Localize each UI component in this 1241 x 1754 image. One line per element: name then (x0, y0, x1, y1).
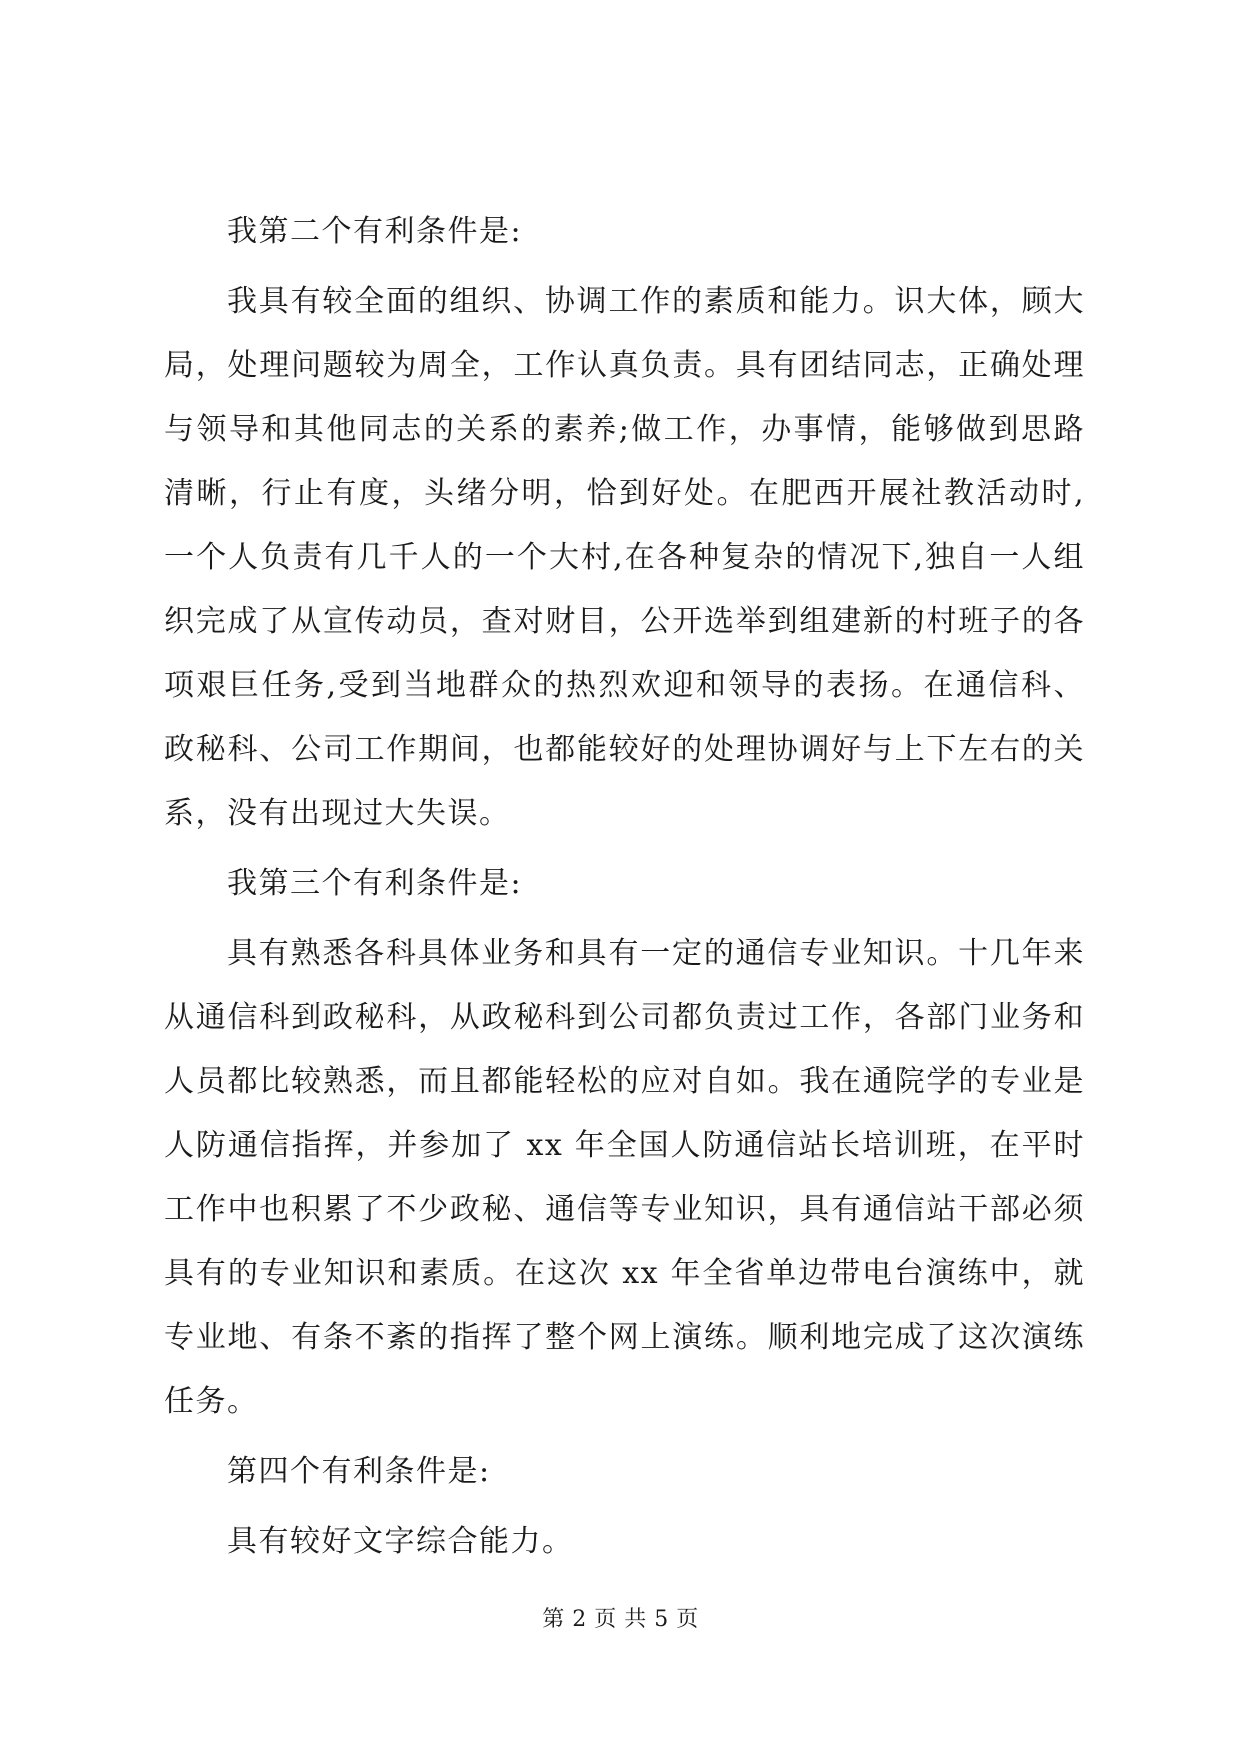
paragraph-organization-ability: 我具有较全面的组织、协调工作的素质和能力。识大体，顾大局，处理问题较为周全，工作认真负责。具有团结同志，正确处理与领导和其他同志的关系的素养;做工作，办事情，能够做到思路清晰，行止有度，头绪分明，恰到好处。在肥西开展社教活动时,一个人负责有几千人的一个大村,在各种复杂的情况下,独自一人组织完成了从宣传动员，查对财目，公开选举到组建新的村班子的各项艰巨任务,受到当地群众的热烈欢迎和领导的表扬。在通信科、政秘科、公司工作期间，也都能较好的处理协调好与上下左右的关系，没有出现过大失误。 (164, 284, 1085, 831)
paragraph-professional-knowledge: 具有熟悉各科具体业务和具有一定的通信专业知识。十几年来从通信科到政秘科，从政秘科到公司都负责过工作，各部门业务和人员都比较熟悉，而且都能轻松的应对自如。我在通院学的专业是人防通信指挥，并参加了 xx 年全国人防通信站长培训班，在平时工作中也积累了不少政秘、通信等专业知识，具有通信站干部必须具有的专业知识和素质。在这次 xx 年全省单边带电台演练中，就专业地、有条不紊的指挥了整个网上演练。顺利地完成了这次演练任务。 (164, 936, 1085, 1419)
page-number-footer: 第 2 页 共 5 页 (542, 1607, 699, 1632)
paragraph-heading-second-condition: 我第二个有利条件是: (227, 214, 523, 249)
document-body (164, 200, 1085, 1580)
paragraph-heading-fourth-condition: 第四个有利条件是: (227, 1454, 491, 1489)
paragraph-heading-third-condition: 我第三个有利条件是: (227, 866, 523, 901)
paragraph-writing-ability: 具有较好文字综合能力。 (227, 1524, 574, 1559)
